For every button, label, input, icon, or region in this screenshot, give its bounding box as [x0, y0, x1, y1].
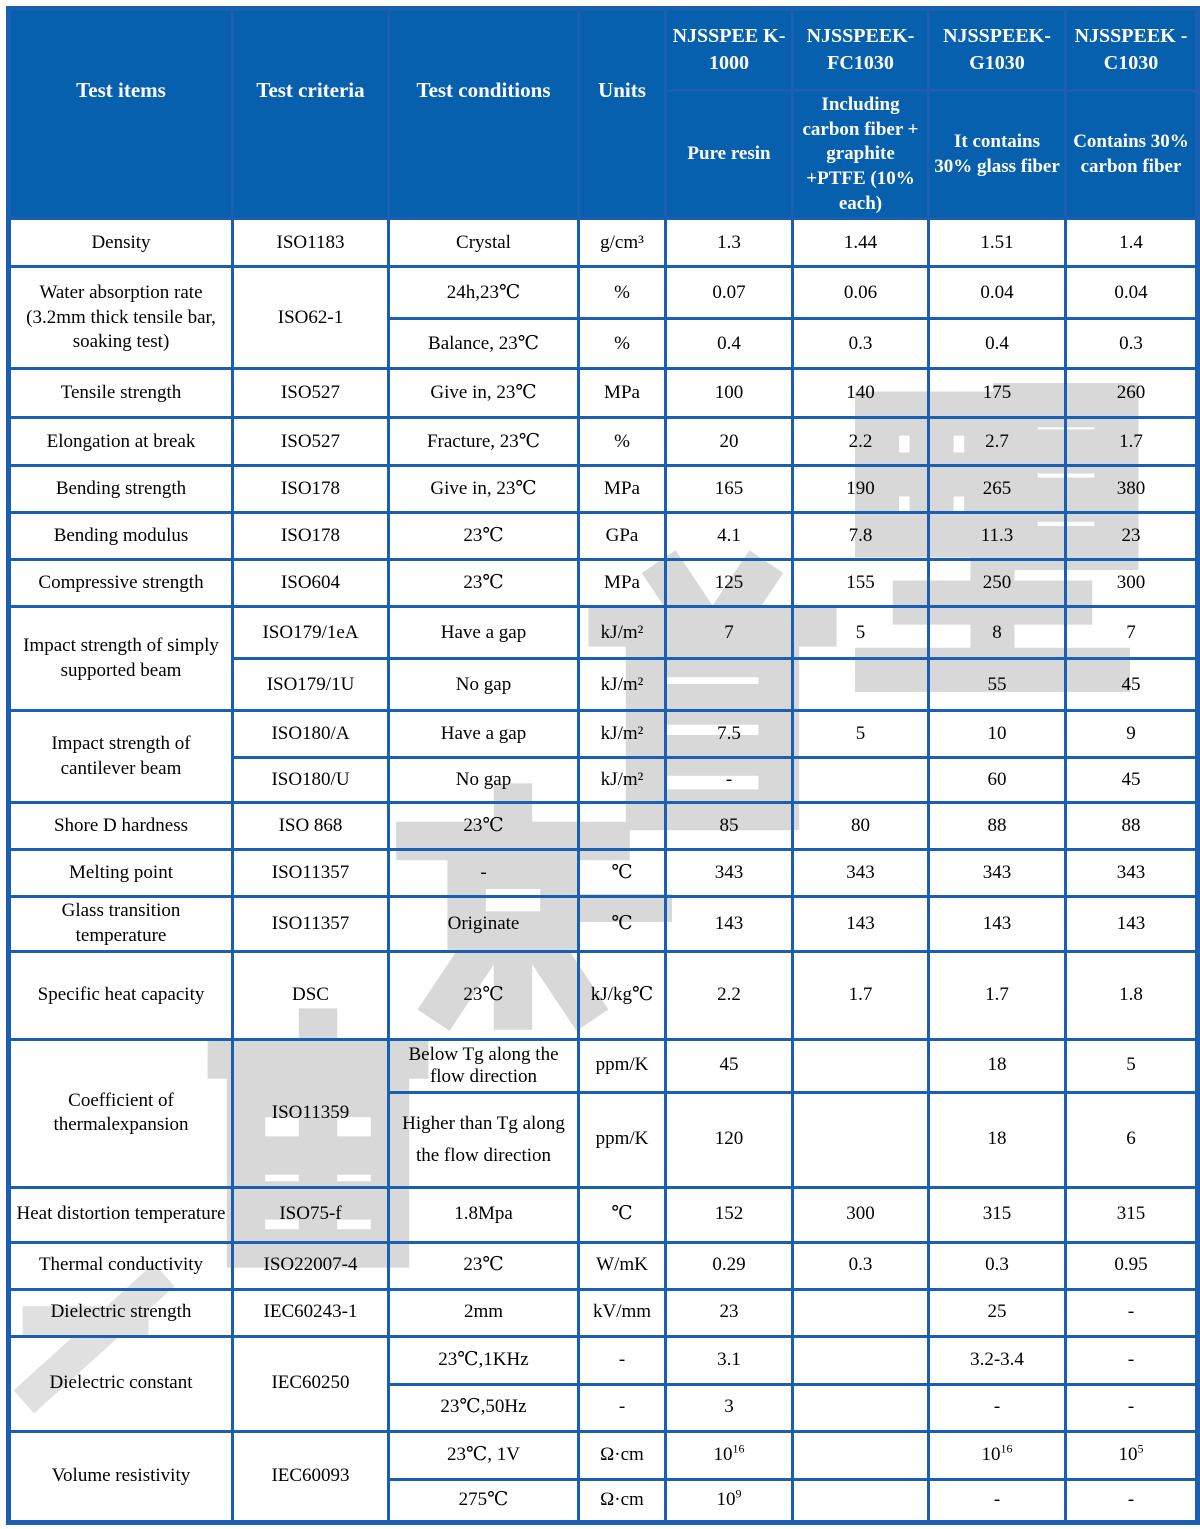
value-cell: 343 — [793, 850, 929, 897]
value-cell: 60 — [929, 758, 1066, 803]
value-cell: 175 — [929, 369, 1066, 418]
condition-cell: Higher than Tg along the flow direction — [389, 1092, 579, 1187]
value-cell: - — [1066, 1289, 1198, 1336]
criteria-cell: ISO62-1 — [233, 267, 389, 369]
value-cell — [793, 758, 929, 803]
condition-cell: 23℃ — [389, 560, 579, 607]
value-base: 10 — [713, 1443, 733, 1465]
value-base: 10 — [716, 1488, 736, 1510]
value-cell: 23 — [1066, 513, 1198, 560]
table-row — [9, 1431, 1198, 1479]
unit-cell: ppm/K — [579, 1092, 666, 1187]
unit-cell: MPa — [579, 466, 666, 513]
value-cell: 45 — [1066, 758, 1198, 803]
table-row — [9, 803, 1198, 850]
criteria-cell: ISO22007-4 — [233, 1242, 389, 1289]
unit-cell: ℃ — [579, 1187, 666, 1242]
condition-cell: 23℃,1KHz — [389, 1336, 579, 1384]
value-cell: 2.7 — [929, 418, 1066, 466]
unit-cell: ppm/K — [579, 1039, 666, 1092]
value-cell: 0.3 — [929, 1242, 1066, 1289]
value-cell: 8 — [929, 607, 1066, 659]
test-item-cell: Glass transition temperature — [9, 897, 233, 951]
unit-cell: kV/mm — [579, 1289, 666, 1336]
table-row — [9, 369, 1198, 418]
header-test-criteria: Test criteria — [233, 9, 389, 219]
value-cell: 0.3 — [1066, 319, 1198, 369]
value-cell: - — [929, 1384, 1066, 1431]
product-name-fc1030: NJSSPEEK-FC1030 — [793, 9, 929, 91]
value-exponent: 9 — [735, 1486, 742, 1501]
product-desc-g1030: It contains 30% glass fiber — [929, 91, 1066, 219]
value-cell: 120 — [666, 1092, 793, 1187]
condition-cell: 275℃ — [389, 1479, 579, 1522]
condition-cell: 23℃ — [389, 513, 579, 560]
table-row — [9, 951, 1198, 1039]
value-cell: 10 — [929, 711, 1066, 758]
spec-sheet — [6, 6, 1198, 1525]
value-cell: 1.4 — [1066, 219, 1198, 267]
criteria-cell: ISO11357 — [233, 850, 389, 897]
test-item-cell: Impact strength of simply supported beam — [9, 607, 233, 711]
table-row — [9, 267, 1198, 319]
value-cell — [793, 1039, 929, 1092]
table-row — [9, 560, 1198, 607]
value-cell: 55 — [929, 659, 1066, 711]
criteria-cell: ISO178 — [233, 513, 389, 560]
value-cell: 45 — [666, 1039, 793, 1092]
table-row — [9, 850, 1198, 897]
value-cell — [666, 1431, 793, 1479]
value-cell: 9 — [1066, 711, 1198, 758]
condition-cell: 2mm — [389, 1289, 579, 1336]
unit-cell: % — [579, 267, 666, 319]
test-item-cell: Density — [9, 219, 233, 267]
criteria-cell: ISO11357 — [233, 897, 389, 951]
unit-cell: % — [579, 319, 666, 369]
value-cell: 143 — [793, 897, 929, 951]
value-cell — [793, 1384, 929, 1431]
criteria-cell: ISO179/1eA — [233, 607, 389, 659]
unit-cell: kJ/m² — [579, 607, 666, 659]
value-cell: 140 — [793, 369, 929, 418]
value-exponent: 5 — [1137, 1441, 1144, 1456]
unit-cell: MPa — [579, 369, 666, 418]
value-cell — [793, 1336, 929, 1384]
value-cell: 1.51 — [929, 219, 1066, 267]
test-item-cell: Compressive strength — [9, 560, 233, 607]
header-test-items: Test items — [9, 9, 233, 219]
value-cell: 0.3 — [793, 319, 929, 369]
test-item-cell: Elongation at break — [9, 418, 233, 466]
unit-cell: ℃ — [579, 897, 666, 951]
value-cell: 0.06 — [793, 267, 929, 319]
value-cell: 125 — [666, 560, 793, 607]
value-cell: 85 — [666, 803, 793, 850]
condition-cell: 23℃ — [389, 951, 579, 1039]
table-row — [9, 466, 1198, 513]
criteria-cell: ISO179/1U — [233, 659, 389, 711]
value-cell: 0.4 — [929, 319, 1066, 369]
condition-cell: Have a gap — [389, 607, 579, 659]
value-cell: 0.4 — [666, 319, 793, 369]
criteria-cell: ISO1183 — [233, 219, 389, 267]
table-row — [9, 418, 1198, 466]
condition-cell: No gap — [389, 758, 579, 803]
unit-cell: MPa — [579, 560, 666, 607]
table-row — [9, 1336, 1198, 1384]
value-cell: 18 — [929, 1039, 1066, 1092]
condition-cell: - — [389, 850, 579, 897]
value-cell: 260 — [1066, 369, 1198, 418]
value-cell: 152 — [666, 1187, 793, 1242]
product-desc-fc1030: Including carbon fiber + graphite +PTFE (10% each) — [793, 91, 929, 219]
value-cell: 155 — [793, 560, 929, 607]
value-cell: 250 — [929, 560, 1066, 607]
unit-cell: - — [579, 1336, 666, 1384]
value-cell: 165 — [666, 466, 793, 513]
value-cell: 1.8 — [1066, 951, 1198, 1039]
value-cell: 7 — [666, 607, 793, 659]
value-cell — [793, 1431, 929, 1479]
value-cell: 380 — [1066, 466, 1198, 513]
criteria-cell: DSC — [233, 951, 389, 1039]
value-exponent: 16 — [1000, 1441, 1013, 1456]
value-cell: 3.2-3.4 — [929, 1336, 1066, 1384]
value-cell: 1.3 — [666, 219, 793, 267]
value-cell: 265 — [929, 466, 1066, 513]
condition-cell: 24h,23℃ — [389, 267, 579, 319]
criteria-cell: IEC60243-1 — [233, 1289, 389, 1336]
value-cell: 343 — [1066, 850, 1198, 897]
product-desc-c1030: Contains 30% carbon fiber — [1066, 91, 1198, 219]
test-item-cell: Dielectric constant — [9, 1336, 233, 1431]
value-cell: 343 — [929, 850, 1066, 897]
unit-cell: GPa — [579, 513, 666, 560]
product-name-k1000: NJSSPEE K-1000 — [666, 9, 793, 91]
value-cell: 1.44 — [793, 219, 929, 267]
unit-cell: Ω·cm — [579, 1431, 666, 1479]
table-row — [9, 607, 1198, 659]
value-cell: - — [666, 758, 793, 803]
criteria-cell: ISO180/A — [233, 711, 389, 758]
criteria-cell: ISO11359 — [233, 1039, 389, 1187]
value-cell: 25 — [929, 1289, 1066, 1336]
header-units: Units — [579, 9, 666, 219]
value-cell: 7 — [1066, 607, 1198, 659]
value-cell: 300 — [793, 1187, 929, 1242]
condition-cell: Give in, 23℃ — [389, 466, 579, 513]
value-cell: 0.29 — [666, 1242, 793, 1289]
test-item-cell: Specific heat capacity — [9, 951, 233, 1039]
value-cell — [793, 1289, 929, 1336]
test-item-cell: Tensile strength — [9, 369, 233, 418]
value-cell: 88 — [929, 803, 1066, 850]
criteria-cell: ISO527 — [233, 369, 389, 418]
unit-cell: kJ/kg℃ — [579, 951, 666, 1039]
product-name-c1030: NJSSPEEK -C1030 — [1066, 9, 1198, 91]
value-cell: 6 — [1066, 1092, 1198, 1187]
criteria-cell: ISO75-f — [233, 1187, 389, 1242]
value-cell: 190 — [793, 466, 929, 513]
value-cell: 45 — [1066, 659, 1198, 711]
value-cell: 143 — [929, 897, 1066, 951]
test-item-cell: Melting point — [9, 850, 233, 897]
condition-cell: Give in, 23℃ — [389, 369, 579, 418]
value-cell: 20 — [666, 418, 793, 466]
value-cell: - — [1066, 1384, 1198, 1431]
value-cell: 0.95 — [1066, 1242, 1198, 1289]
criteria-cell: ISO180/U — [233, 758, 389, 803]
value-cell: 3 — [666, 1384, 793, 1431]
value-cell: 2.2 — [666, 951, 793, 1039]
value-cell: 2.2 — [793, 418, 929, 466]
unit-cell: Ω·cm — [579, 1479, 666, 1522]
value-cell: 1.7 — [1066, 418, 1198, 466]
condition-cell: 23℃ — [389, 1242, 579, 1289]
condition-cell: 23℃,50Hz — [389, 1384, 579, 1431]
value-cell: 1.7 — [793, 951, 929, 1039]
criteria-cell: ISO178 — [233, 466, 389, 513]
value-cell — [1066, 1431, 1198, 1479]
unit-cell — [579, 803, 666, 850]
unit-cell: ℃ — [579, 850, 666, 897]
test-item-cell: Thermal conductivity — [9, 1242, 233, 1289]
value-cell — [793, 1479, 929, 1522]
value-cell: 80 — [793, 803, 929, 850]
value-cell — [666, 1479, 793, 1522]
condition-cell: Below Tg along the flow direction — [389, 1039, 579, 1092]
value-cell: 143 — [666, 897, 793, 951]
value-cell: 315 — [929, 1187, 1066, 1242]
unit-cell: kJ/m² — [579, 659, 666, 711]
table-row — [9, 897, 1198, 951]
unit-cell: kJ/m² — [579, 758, 666, 803]
condition-cell: Originate — [389, 897, 579, 951]
criteria-cell: ISO604 — [233, 560, 389, 607]
value-cell: 11.3 — [929, 513, 1066, 560]
unit-cell: kJ/m² — [579, 711, 666, 758]
value-cell: 3.1 — [666, 1336, 793, 1384]
value-cell — [793, 1092, 929, 1187]
condition-cell: 23℃ — [389, 803, 579, 850]
value-cell: 7.8 — [793, 513, 929, 560]
condition-cell: 1.8Mpa — [389, 1187, 579, 1242]
product-name-g1030: NJSSPEEK-G1030 — [929, 9, 1066, 91]
spec-table — [6, 6, 1200, 1525]
test-item-cell: Water absorption rate (3.2mm thick tensile bar, soaking test) — [9, 267, 233, 369]
value-cell: - — [1066, 1479, 1198, 1522]
unit-cell: g/cm³ — [579, 219, 666, 267]
test-item-cell: Heat distortion temperature — [9, 1187, 233, 1242]
value-base: 10 — [981, 1443, 1001, 1465]
table-row — [9, 1242, 1198, 1289]
table-row — [9, 711, 1198, 758]
value-cell: 1.7 — [929, 951, 1066, 1039]
value-cell: 5 — [793, 711, 929, 758]
condition-cell: Balance, 23℃ — [389, 319, 579, 369]
criteria-cell: IEC60093 — [233, 1431, 389, 1522]
condition-cell: Crystal — [389, 219, 579, 267]
table-row — [9, 1187, 1198, 1242]
value-cell — [929, 1431, 1066, 1479]
header-test-conditions: Test conditions — [389, 9, 579, 219]
header-row-products — [9, 9, 1198, 91]
value-cell: 143 — [1066, 897, 1198, 951]
table-row — [9, 513, 1198, 560]
value-cell: 88 — [1066, 803, 1198, 850]
value-cell: 5 — [1066, 1039, 1198, 1092]
value-cell: 0.04 — [929, 267, 1066, 319]
value-cell — [666, 659, 793, 711]
value-cell: 300 — [1066, 560, 1198, 607]
criteria-cell: ISO 868 — [233, 803, 389, 850]
value-cell — [793, 659, 929, 711]
table-row — [9, 219, 1198, 267]
value-cell: 4.1 — [666, 513, 793, 560]
test-item-cell: Shore D hardness — [9, 803, 233, 850]
value-cell: - — [1066, 1336, 1198, 1384]
test-item-cell: Volume resistivity — [9, 1431, 233, 1522]
table-row — [9, 1289, 1198, 1336]
table-row — [9, 1039, 1198, 1092]
value-cell: 23 — [666, 1289, 793, 1336]
value-cell: 343 — [666, 850, 793, 897]
value-cell: 7.5 — [666, 711, 793, 758]
condition-cell: 23℃, 1V — [389, 1431, 579, 1479]
value-cell: 100 — [666, 369, 793, 418]
unit-cell: - — [579, 1384, 666, 1431]
condition-cell: Fracture, 23℃ — [389, 418, 579, 466]
criteria-cell: IEC60250 — [233, 1336, 389, 1431]
value-exponent: 16 — [732, 1441, 745, 1456]
criteria-cell: ISO527 — [233, 418, 389, 466]
test-item-cell: Coefficient of thermalexpansion — [9, 1039, 233, 1187]
value-cell: - — [929, 1479, 1066, 1522]
value-cell: 18 — [929, 1092, 1066, 1187]
value-cell: 315 — [1066, 1187, 1198, 1242]
unit-cell: W/mK — [579, 1242, 666, 1289]
unit-cell: % — [579, 418, 666, 466]
value-cell: 0.07 — [666, 267, 793, 319]
value-cell: 0.04 — [1066, 267, 1198, 319]
test-item-cell: Bending modulus — [9, 513, 233, 560]
value-cell: 0.3 — [793, 1242, 929, 1289]
test-item-cell: Dielectric strength — [9, 1289, 233, 1336]
condition-cell: No gap — [389, 659, 579, 711]
test-item-cell: Impact strength of cantilever beam — [9, 711, 233, 803]
value-cell: 5 — [793, 607, 929, 659]
condition-cell: Have a gap — [389, 711, 579, 758]
value-base: 10 — [1118, 1443, 1138, 1465]
product-desc-k1000: Pure resin — [666, 91, 793, 219]
test-item-cell: Bending strength — [9, 466, 233, 513]
